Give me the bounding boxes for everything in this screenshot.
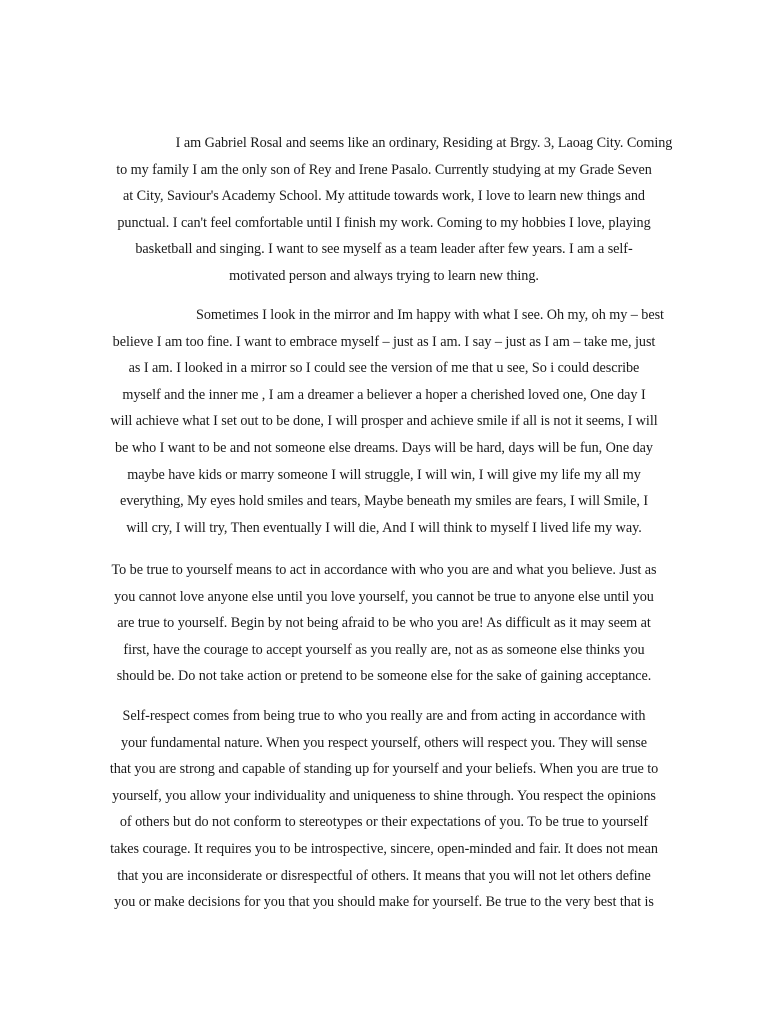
text-line: that you are strong and capable of standing up for yourself and your beliefs. When you are true to <box>109 761 659 778</box>
text-line: will cry, I will try, Then eventually I will die, And I will think to myself I lived life my way. <box>126 519 642 536</box>
text-line: you cannot love anyone else until you love yourself, you cannot be true to anyone else until you <box>114 588 654 605</box>
paragraph-mirror-poem <box>60 302 708 541</box>
text-line: should be. Do not take action or pretend to be someone else for the sake of gaining acceptance. <box>116 668 652 685</box>
text-line: punctual. I can't feel comfortable until I finish my work. Coming to my hobbies I love, playing <box>117 214 651 231</box>
text-line: to my family I am the only son of Rey and Irene Pasalo. Currently studying at my Grade Seven <box>116 161 652 178</box>
text-line: takes courage. It requires you to be introspective, sincere, open-minded and fair. It does not mean <box>110 840 658 857</box>
text-line: as I am. I looked in a mirror so I could see the version of me that u see, So i could describe <box>128 360 640 377</box>
text-line: first, have the courage to accept yourself as you really are, not as as someone else thinks you <box>123 641 645 658</box>
paragraph-true-to-yourself <box>60 557 708 690</box>
text-line: I am Gabriel Rosal and seems like an ordinary, Residing at Brgy. 3, Laoag City. Coming <box>175 135 673 151</box>
text-line: your fundamental nature. When you respect yourself, others will respect you. They will sense <box>121 734 647 751</box>
text-line: everything, My eyes hold smiles and tears, Maybe beneath my smiles are fears, I will Smile, I <box>119 493 649 510</box>
text-line: basketball and singing. I want to see myself as a team leader after few years. I am a self- <box>135 241 633 258</box>
paragraph-introduction <box>60 130 708 290</box>
text-line: Sometimes I look in the mirror and Im happy with what I see. Oh my, oh my – best <box>196 307 664 323</box>
text-line: will achieve what I set out to be done, I will prosper and achieve smile if all is not it seems, I will <box>110 413 658 430</box>
text-line: are true to yourself. Begin by not being afraid to be who you are! As difficult as it may seem at <box>117 615 651 632</box>
text-line: Self-respect comes from being true to who you really are and from acting in accordance with <box>122 708 646 724</box>
text-line: motivated person and always trying to learn new thing. <box>229 267 539 284</box>
text-line: yourself, you allow your individuality and uniqueness to shine through. You respect the opinions <box>112 787 656 804</box>
text-line: you or make decisions for you that you should make for yourself. Be true to the very best that is <box>114 894 654 911</box>
paragraph-self-respect <box>60 703 708 916</box>
text-line: that you are inconsiderate or disrespectful of others. It means that you will not let others define <box>117 867 651 884</box>
text-line: believe I am too fine. I want to embrace myself – just as I am. I say – just as I am – take me, just <box>112 333 656 350</box>
text-line: myself and the inner me , I am a dreamer a believer a hoper a cherished loved one, One day I <box>122 386 646 403</box>
text-line: To be true to yourself means to act in accordance with who you are and what you believe. Just as <box>111 562 657 578</box>
text-line: be who I want to be and not someone else dreams. Days will be hard, days will be fun, One day <box>115 439 653 456</box>
text-line: at City, Saviour's Academy School. My attitude towards work, I love to learn new things and <box>123 188 645 205</box>
text-line: maybe have kids or marry someone I will struggle, I will win, I will give my life my all my <box>127 466 641 483</box>
text-line: of others but do not conform to stereotypes or their expectations of you. To be true to yourself <box>119 814 649 831</box>
